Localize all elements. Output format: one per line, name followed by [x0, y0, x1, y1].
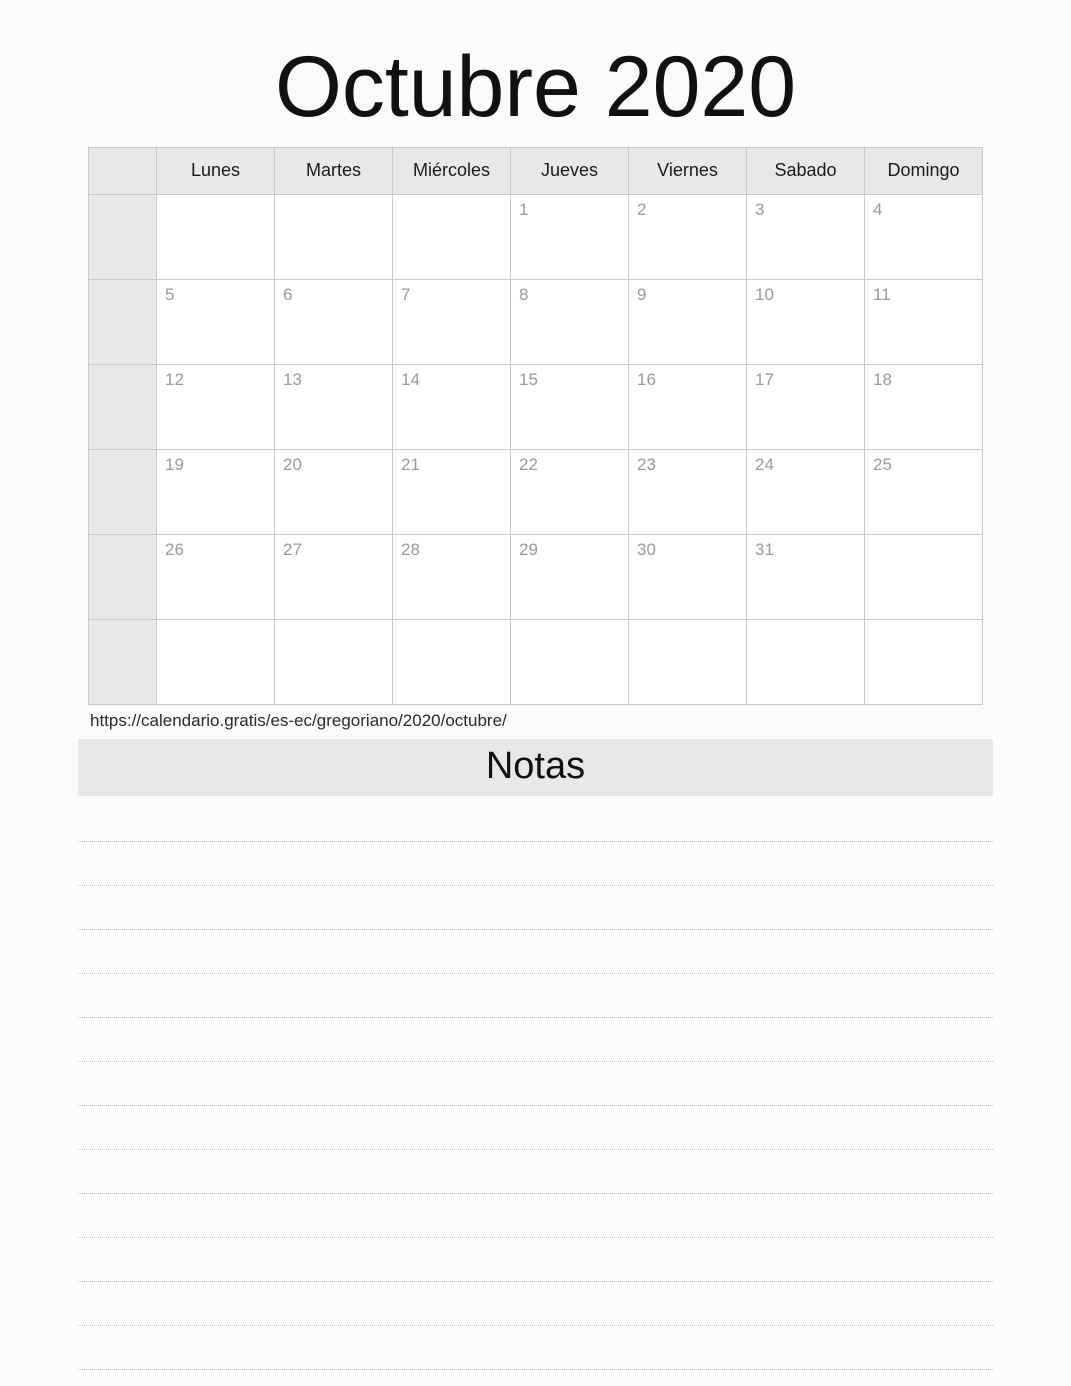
day-number: 22 [519, 454, 538, 474]
day-number: 8 [519, 284, 529, 304]
day-number: 24 [755, 454, 774, 474]
day-cell[interactable] [865, 279, 983, 364]
weekday-header-martes: Martes [275, 147, 393, 194]
note-line[interactable] [78, 798, 993, 842]
day-cell[interactable] [747, 194, 865, 279]
day-number: 28 [401, 539, 420, 559]
day-cell[interactable] [511, 534, 629, 619]
notes-section [0, 731, 1071, 1371]
day-cell[interactable] [747, 449, 865, 534]
calendar-gutter-cell [89, 449, 157, 534]
page-title: Octubre 2020 [274, 39, 797, 135]
day-number: 7 [401, 284, 411, 304]
calendar-table [88, 147, 983, 705]
day-cell[interactable] [747, 279, 865, 364]
calendar-header-row [89, 147, 983, 194]
day-cell[interactable] [157, 449, 275, 534]
day-number: 13 [283, 369, 302, 389]
day-number: 12 [165, 369, 184, 389]
calendar-gutter-cell [89, 279, 157, 364]
notes-heading: Notas [78, 739, 993, 797]
note-line[interactable] [78, 1062, 993, 1106]
day-cell[interactable] [511, 194, 629, 279]
day-cell[interactable] [747, 364, 865, 449]
day-number: 30 [637, 539, 656, 559]
calendar-container [0, 147, 1071, 705]
day-cell[interactable] [865, 364, 983, 449]
day-cell[interactable] [275, 619, 393, 704]
weekday-header-jueves: Jueves [511, 147, 629, 194]
weekday-header-domingo: Domingo [865, 147, 983, 194]
day-number: 2 [637, 199, 647, 219]
day-cell[interactable] [157, 194, 275, 279]
day-cell[interactable] [511, 619, 629, 704]
note-line[interactable] [78, 974, 993, 1018]
day-cell[interactable] [393, 619, 511, 704]
note-line[interactable] [78, 1238, 993, 1282]
day-number: 19 [165, 454, 184, 474]
day-number: 18 [873, 369, 892, 389]
day-number: 20 [283, 454, 302, 474]
day-cell[interactable] [747, 619, 865, 704]
day-cell[interactable] [275, 449, 393, 534]
calendar-gutter-cell [89, 364, 157, 449]
calendar-week-row [89, 534, 983, 619]
day-number: 29 [519, 539, 538, 559]
day-cell[interactable] [865, 194, 983, 279]
day-cell[interactable] [511, 364, 629, 449]
day-cell[interactable] [629, 364, 747, 449]
day-cell[interactable] [629, 449, 747, 534]
day-number: 10 [755, 284, 774, 304]
weekday-header-miercoles: Miércoles [393, 147, 511, 194]
day-cell[interactable] [393, 194, 511, 279]
day-cell[interactable] [511, 279, 629, 364]
day-cell[interactable] [393, 279, 511, 364]
day-cell[interactable] [511, 449, 629, 534]
day-number: 21 [401, 454, 420, 474]
day-number: 14 [401, 369, 420, 389]
note-line[interactable] [78, 1194, 993, 1238]
day-number: 1 [519, 199, 529, 219]
day-number: 3 [755, 199, 765, 219]
calendar-week-row [89, 364, 983, 449]
day-cell[interactable] [275, 364, 393, 449]
day-cell[interactable] [275, 534, 393, 619]
day-number: 26 [165, 539, 184, 559]
weekday-header-lunes: Lunes [157, 147, 275, 194]
day-cell[interactable] [157, 364, 275, 449]
day-cell[interactable] [629, 619, 747, 704]
day-cell[interactable] [865, 534, 983, 619]
calendar-week-row [89, 449, 983, 534]
day-number: 9 [637, 284, 647, 304]
note-line[interactable] [78, 1282, 993, 1326]
note-line[interactable] [78, 1326, 993, 1370]
note-line[interactable] [78, 1106, 993, 1150]
notes-lines [78, 796, 993, 1370]
calendar-gutter-cell [89, 194, 157, 279]
note-line[interactable] [78, 1018, 993, 1062]
source-url[interactable]: https://calendario.gratis/es-ec/gregoriano/2020/octubre/ [90, 710, 507, 730]
weekday-header-viernes: Viernes [629, 147, 747, 194]
day-cell[interactable] [157, 619, 275, 704]
note-line[interactable] [78, 930, 993, 974]
calendar-week-row [89, 194, 983, 279]
calendar-gutter-cell [89, 534, 157, 619]
day-number: 27 [283, 539, 302, 559]
calendar-body [89, 194, 983, 704]
day-cell[interactable] [865, 449, 983, 534]
day-number: 4 [873, 199, 883, 219]
note-line[interactable] [78, 886, 993, 930]
note-line[interactable] [78, 842, 993, 886]
note-line[interactable] [78, 1150, 993, 1194]
day-cell[interactable] [393, 364, 511, 449]
day-number: 5 [165, 284, 175, 304]
day-number: 6 [283, 284, 293, 304]
day-cell[interactable] [393, 534, 511, 619]
day-number: 25 [873, 454, 892, 474]
day-cell[interactable] [629, 534, 747, 619]
calendar-gutter-cell [89, 619, 157, 704]
day-number: 31 [755, 539, 774, 559]
day-cell[interactable] [157, 534, 275, 619]
day-cell[interactable] [629, 194, 747, 279]
day-number: 17 [755, 369, 774, 389]
day-number: 23 [637, 454, 656, 474]
day-number: 15 [519, 369, 538, 389]
calendar-week-row [89, 619, 983, 704]
calendar-gutter-header [89, 147, 157, 194]
day-number: 11 [873, 284, 891, 304]
day-cell[interactable] [275, 279, 393, 364]
day-cell[interactable] [747, 534, 865, 619]
day-number: 16 [637, 369, 656, 389]
weekday-header-sabado: Sabado [747, 147, 865, 194]
calendar-week-row [89, 279, 983, 364]
day-cell[interactable] [865, 619, 983, 704]
day-cell[interactable] [629, 279, 747, 364]
day-cell[interactable] [393, 449, 511, 534]
day-cell[interactable] [157, 279, 275, 364]
day-cell[interactable] [275, 194, 393, 279]
